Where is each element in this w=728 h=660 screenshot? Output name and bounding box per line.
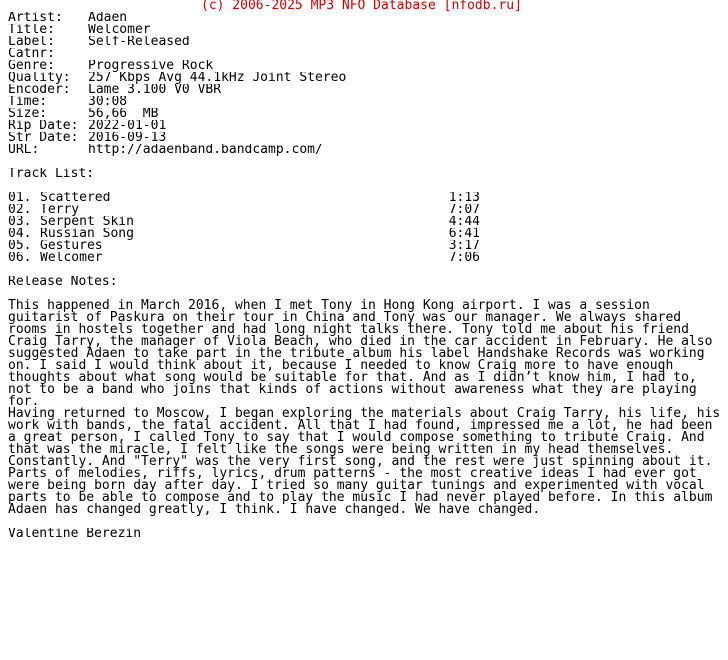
field-label: Time: — [8, 96, 48, 108]
track-number: 02. — [8, 204, 32, 216]
author-signature: Valentine Berezin — [8, 528, 142, 540]
tracklist-heading: Track List: — [8, 168, 95, 180]
spacer — [8, 156, 723, 168]
field-value: Welcomer — [88, 24, 151, 36]
track-title: Terry — [40, 204, 80, 216]
nfo-document — [8, 0, 723, 540]
track-title: Serpent Skin — [40, 216, 134, 228]
field-rip-date — [8, 120, 723, 132]
field-url — [8, 144, 723, 156]
track-row — [8, 240, 723, 252]
track-title: Gestures — [40, 240, 103, 252]
track-row — [8, 228, 723, 240]
field-catnr — [8, 48, 723, 60]
track-duration: 3:17 — [448, 240, 480, 252]
release-notes-paragraph: Having returned to Moscow, I began exploring the materials about Craig Tarry, his life, his work with bands, the fatal accident. All that I had found, impressed me a lot, he had been a great person, I called Tony to say that I would compose something to tribute Craig. And that was the miracle, I felt like the songs were being written in my head themselves. Constantly. And "Terry" was the very first song, and the rest were just spinning about it. Parts of melodies, riffs, lyrics, drum patterns - the most creative ideas I had ever got were being born day after day. I tried so many guitar tunings and experimented with vocal parts to be able to compose and to play the music I had never played before. In this album Adaen has changed greatly, I think. I have changed. We have changed. — [8, 406, 721, 517]
field-quality — [8, 72, 723, 84]
site-copyright-header: (c) 2006-2025 MP3 NFO Database [nfodb.ru] — [201, 0, 522, 12]
field-value: Lame 3.100 V0 VBR — [88, 84, 222, 96]
field-value: 2016-09-13 — [88, 132, 167, 144]
field-artist — [8, 12, 723, 24]
track-duration: 6:41 — [448, 228, 480, 240]
track-title: Scattered — [40, 192, 111, 204]
release-notes-paragraph: This happened in March 2016, when I met Tony in Hong Kong airport. I was a session guitarist of Paskura on their tour in China and Tony was our manager. We always shared rooms in hostels together and had long night talks there. Tony told me about his friend Craig Tarry, the manager of Viola Beach, who died in the car accident in February. He also suggested Adaen to take part in the tribute album his label Handshake Records was working on. I said I would think about it, because I needed to know Craig more to have enough thoughts about what song would be suitable for that. And as I didn’t know him, I had to, not to be a band who joins that kinds of actions without awareness what they are playing for. — [8, 298, 713, 409]
track-duration: 4:44 — [448, 216, 480, 228]
track-duration: 1:13 — [448, 192, 480, 204]
track-number: 04. — [8, 228, 32, 240]
track-title: Russian Song — [40, 228, 134, 240]
field-value: 2022-01-01 — [88, 120, 167, 132]
field-label: Artist: — [8, 12, 63, 24]
field-encoder — [8, 84, 723, 96]
track-title: Welcomer — [40, 252, 103, 264]
field-label: URL: — [8, 144, 40, 156]
field-label: Label: — [8, 36, 55, 48]
field-time — [8, 96, 723, 108]
track-row — [8, 192, 723, 204]
field-size — [8, 108, 723, 120]
field-label: Quality: — [8, 72, 71, 84]
field-value: Self-Released — [88, 36, 190, 48]
track-number: 01. — [8, 192, 32, 204]
track-number: 03. — [8, 216, 32, 228]
track-row — [8, 216, 723, 228]
field-label: Size: — [8, 108, 48, 120]
field-label: Rip Date: — [8, 120, 79, 132]
track-number: 05. — [8, 240, 32, 252]
field-value: 257 Kbps Avg 44.1kHz Joint Stereo — [88, 72, 347, 84]
field-label-name — [8, 36, 723, 48]
field-label: Catnr: — [8, 48, 55, 60]
field-str-date — [8, 132, 723, 144]
field-value: Progressive Rock — [88, 60, 214, 72]
release-info — [8, 12, 723, 156]
field-label: Encoder: — [8, 84, 71, 96]
field-label: Genre: — [8, 60, 55, 72]
field-genre — [8, 60, 723, 72]
field-title — [8, 24, 723, 36]
field-label: Str Date: — [8, 132, 79, 144]
track-row — [8, 252, 723, 264]
band-url-link[interactable]: http://adaenband.bandcamp.com/ — [88, 144, 323, 156]
track-duration: 7:07 — [448, 204, 480, 216]
release-notes-heading: Release Notes: — [8, 276, 118, 288]
spacer — [8, 180, 723, 192]
track-list — [8, 192, 723, 264]
spacer — [8, 264, 723, 276]
track-duration: 7:06 — [448, 252, 480, 264]
field-value: Adaen — [88, 12, 128, 24]
spacer — [8, 516, 723, 528]
field-value: 30:08 — [88, 96, 128, 108]
field-value: 56,66 MB — [88, 108, 159, 120]
track-row — [8, 204, 723, 216]
track-number: 06. — [8, 252, 32, 264]
field-label: Title: — [8, 24, 55, 36]
